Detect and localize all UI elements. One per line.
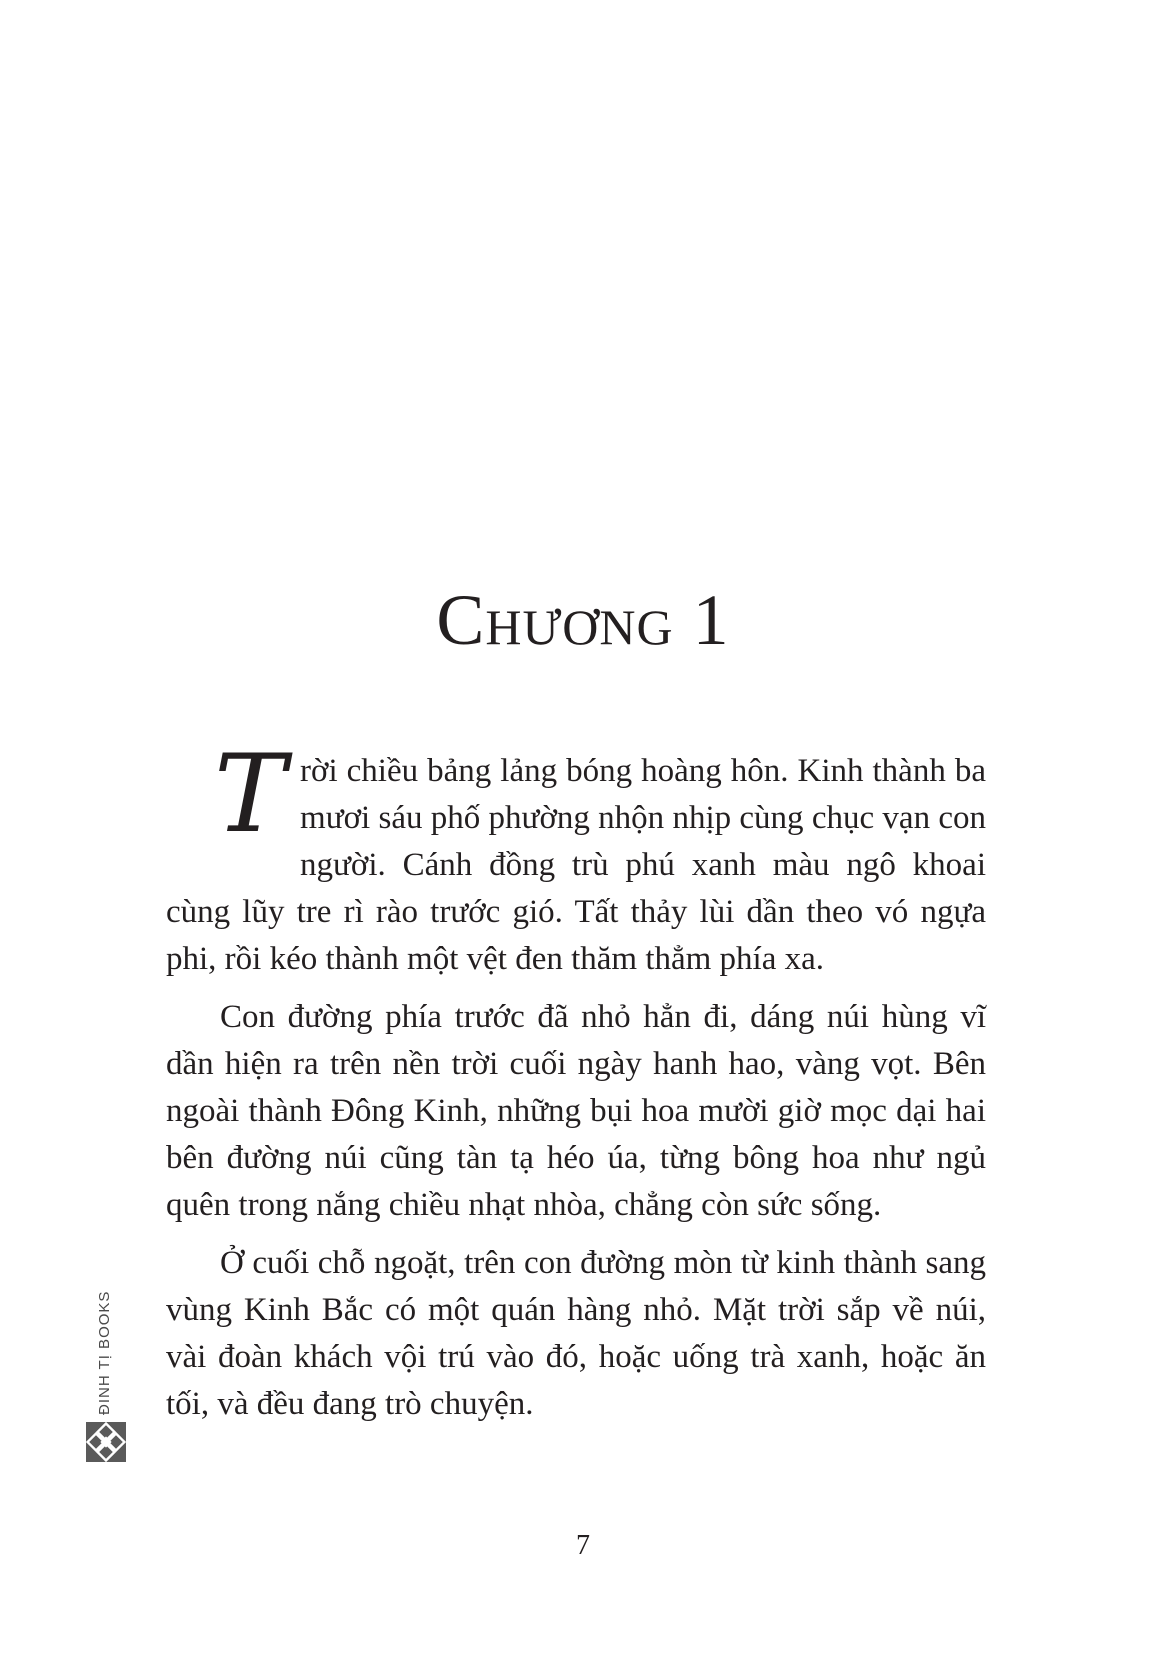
drop-cap: T (214, 732, 287, 857)
paragraph-1 (166, 732, 986, 983)
paragraph-1-text: rời chiều bảng lảng bóng hoàng hôn. Kinh thành ba mươi sáu phố phường nhộn nhịp cùng chục vạn con người. Cánh đồng trù phú xanh màu ngô khoai cùng lũy tre rì rào trước gió. Tất thảy lùi dần theo vó ngựa phi, rồi kéo thành một vệt đen thăm thẳm phía xa. (166, 753, 986, 977)
page-number: 7 (576, 1530, 590, 1561)
diamond-lattice-logo-icon (86, 1422, 126, 1462)
chapter-body (166, 732, 986, 1439)
paragraph-3: Ở cuối chỗ ngoặt, trên con đường mòn từ kinh thành sang vùng Kinh Bắc có một quán hàng nhỏ. Mặt trời sắp về núi, vài đoàn khách vội trú vào đó, hoặc uống trà xanh, hoặc ăn tối, và đều đang trò chuyện. (166, 1245, 986, 1422)
publisher-sidebar (86, 1290, 126, 1460)
publisher-name: ĐINH TỊ BOOKS (96, 1290, 113, 1415)
chapter-title: Chương 1 (436, 580, 730, 660)
paragraph-2: Con đường phía trước đã nhỏ hẳn đi, dáng núi hùng vĩ dần hiện ra trên nền trời cuối ngày hanh hao, vàng vọt. Bên ngoài thành Đông Kinh, những bụi hoa mười giờ mọc dại hai bên đường núi cũng tàn tạ héo úa, từng bông hoa như ngủ quên trong nắng chiều nhạt nhòa, chẳng còn sức sống. (166, 999, 986, 1223)
